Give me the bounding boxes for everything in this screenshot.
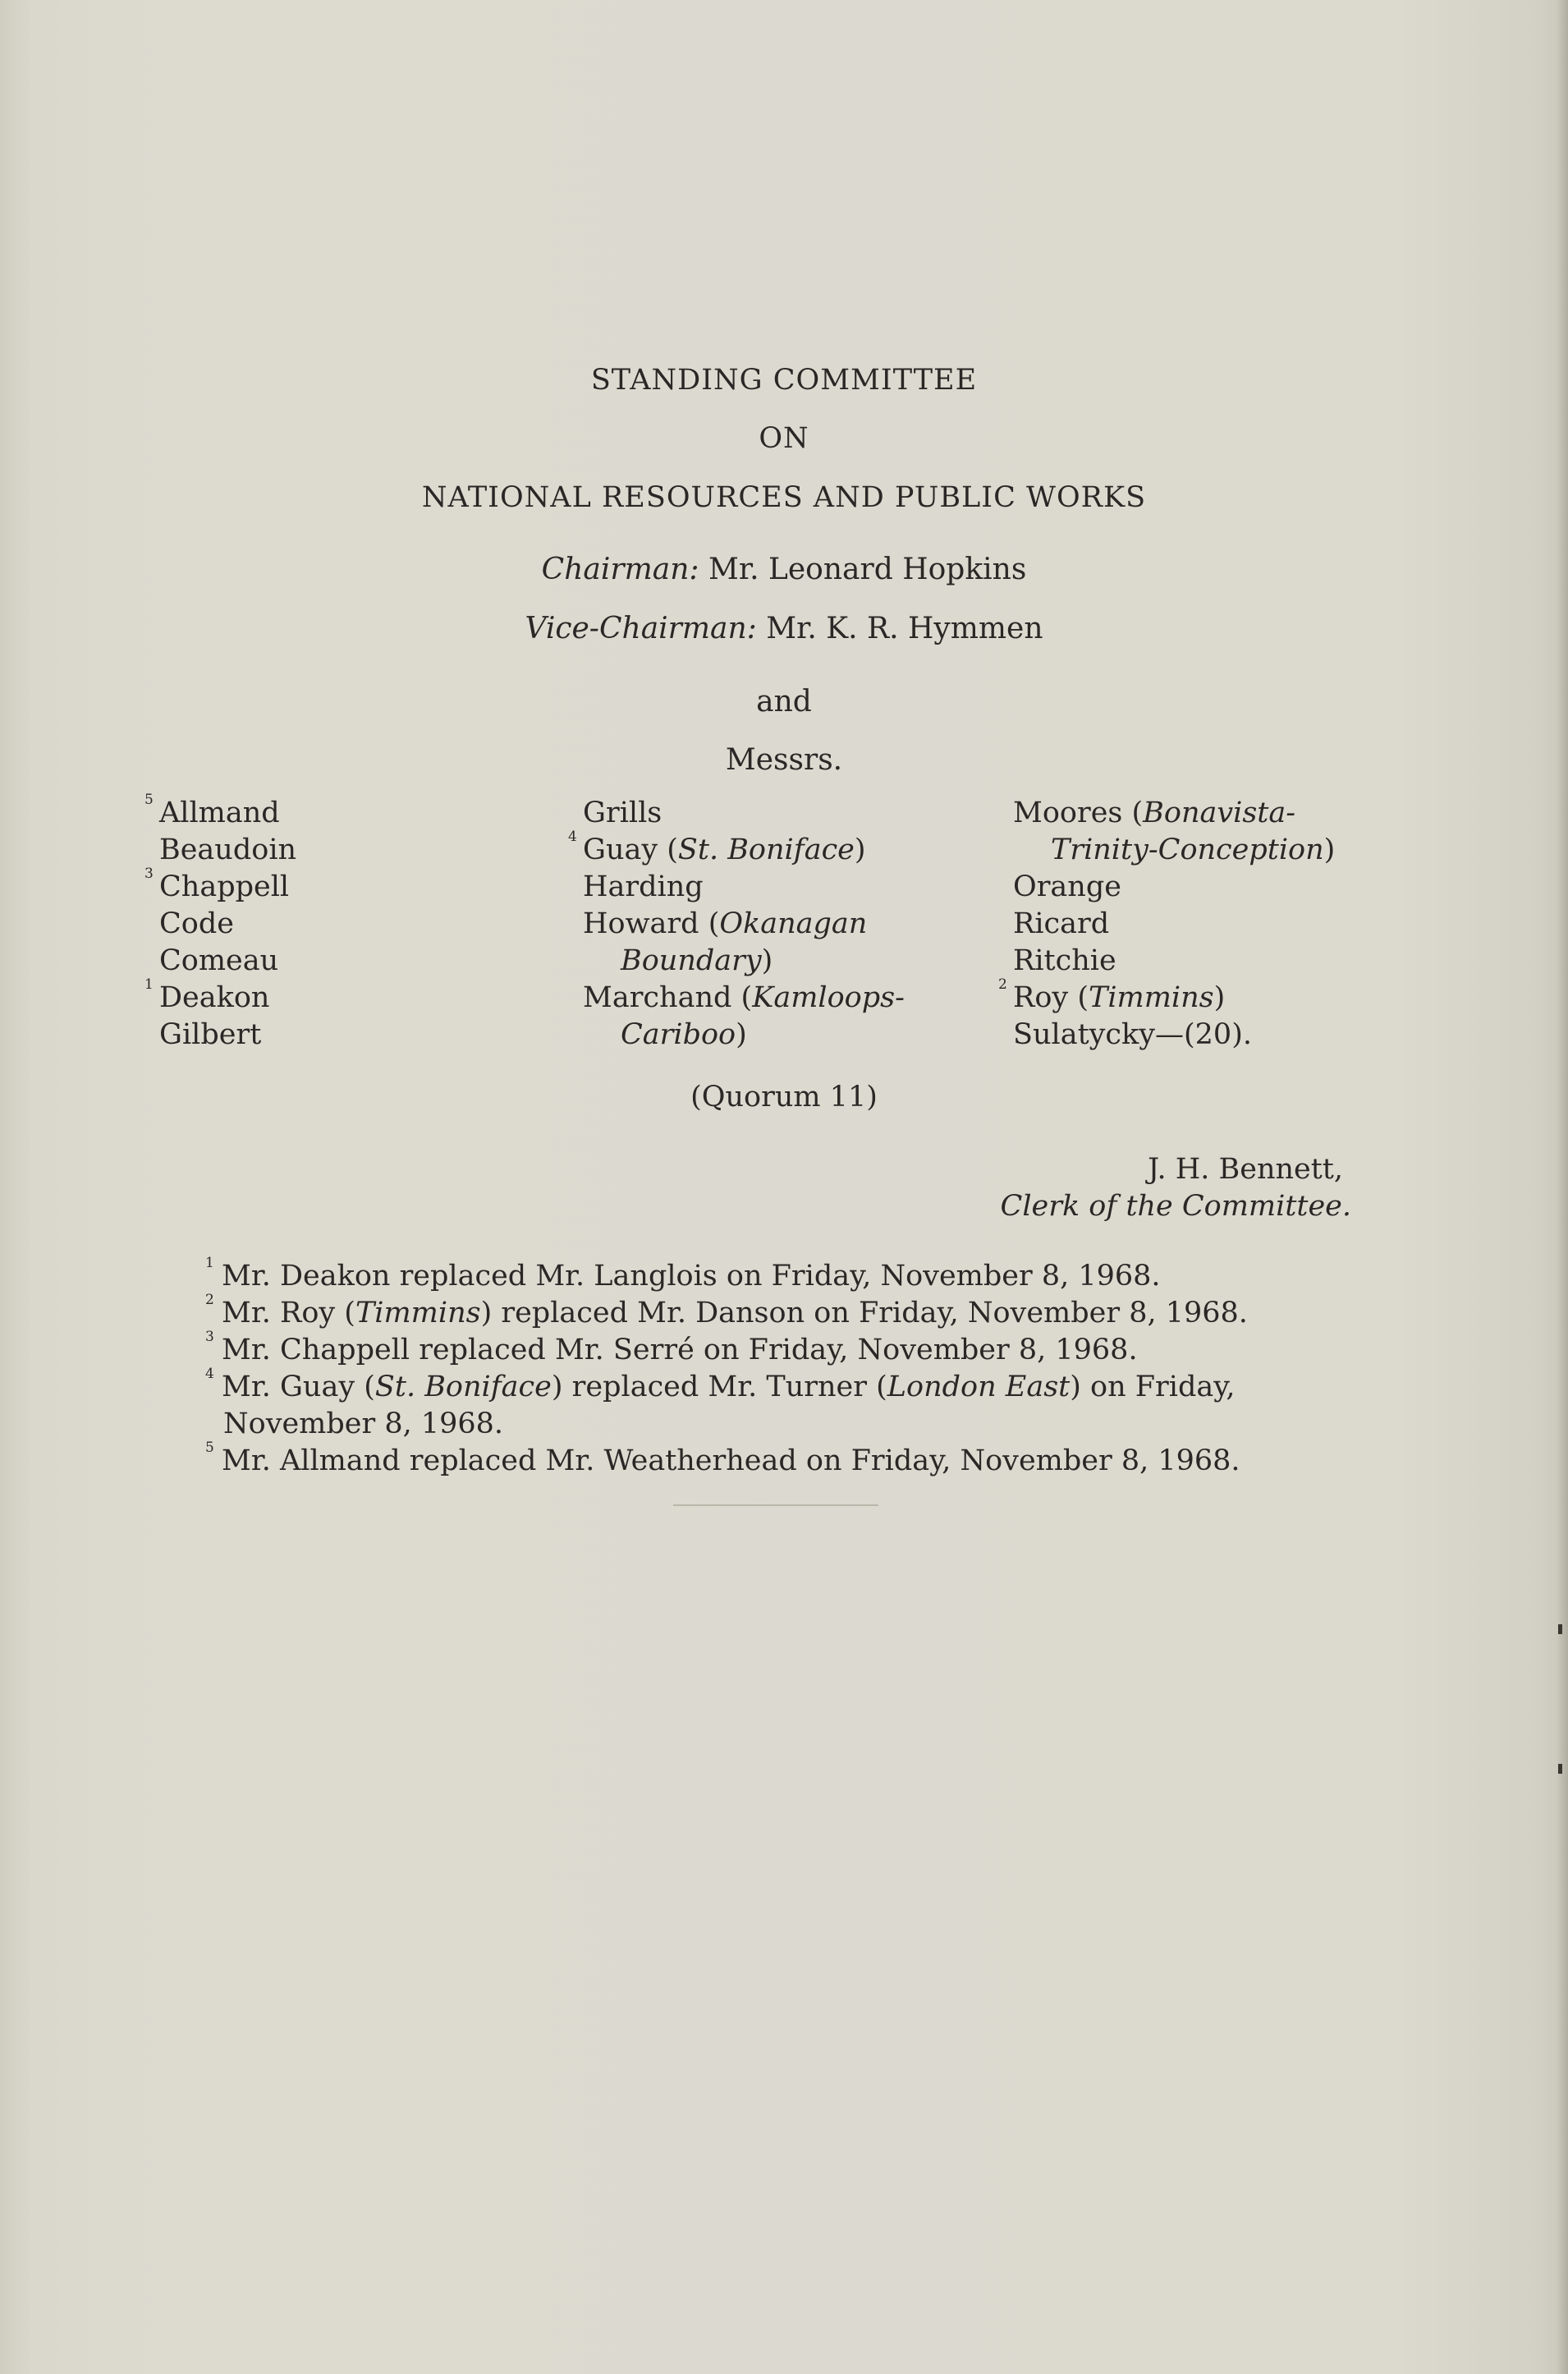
member-name: Guay xyxy=(583,833,658,866)
footnote-item-continued xyxy=(222,1406,1420,1443)
member-name: Deakon xyxy=(159,981,270,1014)
footnote-text: ) replaced Mr. Danson on Friday, November 8, 1968. xyxy=(480,1297,1248,1329)
footnote-item xyxy=(205,1292,1420,1332)
member-riding: Timmins xyxy=(1088,981,1214,1014)
footnote-item xyxy=(205,1255,1420,1295)
page-edge-mark xyxy=(1558,1764,1562,1774)
footnote-marker: 5 xyxy=(144,792,154,808)
member-row-continued: Boundary) xyxy=(621,944,773,977)
members-column-2 xyxy=(568,795,905,1054)
committee-title-line2: ON xyxy=(759,422,809,455)
footnote-text: Mr. Roy ( xyxy=(222,1297,355,1329)
member-name: Moores xyxy=(1013,797,1123,829)
footnote-number: 4 xyxy=(205,1366,214,1382)
member-row xyxy=(159,943,296,980)
footnote-item xyxy=(205,1366,1420,1406)
footnote-marker: 2 xyxy=(998,976,1007,993)
footnotes xyxy=(205,1255,1420,1480)
footnote-number: 3 xyxy=(205,1329,214,1345)
vice-chairman-name: Mr. K. R. Hymmen xyxy=(766,612,1043,645)
member-name: Marchand xyxy=(583,981,732,1014)
member-name: Sulatycky—(20). xyxy=(1013,1018,1252,1051)
member-row-continued: Cariboo) xyxy=(621,1018,747,1051)
member-riding: Cariboo xyxy=(621,1018,736,1051)
clerk-title-text: Clerk of the Committee. xyxy=(1000,1190,1351,1223)
member-name: Comeau xyxy=(159,944,279,977)
member-row xyxy=(1013,906,1335,943)
footnote-text: ) replaced Mr. Turner ( xyxy=(551,1371,887,1403)
member-riding: St. Boniface xyxy=(677,833,855,866)
member-riding: Boundary xyxy=(621,944,762,977)
footnote-marker: 1 xyxy=(144,976,154,993)
member-name: Roy xyxy=(1013,981,1069,1014)
member-row xyxy=(144,792,296,832)
members-column-1 xyxy=(144,792,297,1054)
footnote-text: November 8, 1968. xyxy=(223,1407,504,1440)
member-name: Howard xyxy=(583,907,699,940)
page-edge-mark xyxy=(1558,1624,1562,1634)
members-column-3 xyxy=(998,795,1336,1054)
divider-rule xyxy=(673,1504,878,1506)
member-row: 2 Roy (Timmins) xyxy=(998,976,1226,1014)
member-row xyxy=(159,1017,296,1054)
member-row: Moores (Bonavista- xyxy=(1013,797,1296,829)
clerk-name: J. H. Bennett, xyxy=(1148,1153,1343,1186)
member-row: 4 Guay (St. Boniface) xyxy=(568,829,866,866)
member-riding: Trinity-Conception xyxy=(1051,833,1324,866)
footnote-italic: London East xyxy=(887,1371,1071,1403)
footnote-number: 5 xyxy=(205,1440,214,1456)
footnote-number: 2 xyxy=(205,1292,214,1308)
member-row xyxy=(1013,869,1335,906)
member-name: Harding xyxy=(583,870,704,903)
member-name: Allmand xyxy=(159,797,280,829)
and-text: and xyxy=(756,685,812,719)
footnote-text: Mr. Allmand replaced Mr. Weatherhead on Friday, November 8, 1968. xyxy=(222,1444,1240,1477)
committee-title-line1: STANDING COMMITTEE xyxy=(590,364,978,397)
footnote-text: Mr. Guay ( xyxy=(222,1371,375,1403)
footnote-marker: 4 xyxy=(568,829,577,845)
member-row: Marchand (Kamloops- xyxy=(583,981,905,1014)
member-name: Gilbert xyxy=(159,1018,262,1051)
member-riding: Bonavista- xyxy=(1143,797,1296,829)
footnote-marker: 3 xyxy=(144,866,154,882)
member-row xyxy=(583,869,905,906)
footnote-text: ) on Friday, xyxy=(1070,1371,1236,1403)
chairman-label: Chairman: xyxy=(541,553,699,586)
member-name: Beaudoin xyxy=(159,833,297,866)
member-row xyxy=(159,906,296,943)
chairman-line xyxy=(0,553,1568,586)
footnote-number: 1 xyxy=(205,1255,214,1271)
footnote-text: Mr. Chappell replaced Mr. Serré on Friday, November 8, 1968. xyxy=(222,1334,1138,1366)
quorum-text: (Quorum 11) xyxy=(690,1081,878,1114)
chairman-name: Mr. Leonard Hopkins xyxy=(708,553,1027,586)
clerk-title xyxy=(862,1188,1351,1225)
member-name: Orange xyxy=(1013,870,1121,903)
committee-title-line3: NATIONAL RESOURCES AND PUBLIC WORKS xyxy=(421,481,1147,514)
member-row xyxy=(144,866,296,906)
member-riding: Okanagan xyxy=(719,907,868,940)
member-name: Ritchie xyxy=(1013,944,1116,977)
member-row xyxy=(159,832,296,869)
member-row xyxy=(1013,1017,1335,1054)
member-row-continued: Trinity-Conception) xyxy=(1051,833,1336,866)
member-name: Code xyxy=(159,907,234,940)
footnote-item xyxy=(205,1440,1420,1480)
footnote-italic: St. Boniface xyxy=(374,1371,552,1403)
member-name: Grills xyxy=(583,797,663,829)
footnote-text: Mr. Deakon replaced Mr. Langlois on Friday, November 8, 1968. xyxy=(222,1260,1161,1293)
footnote-item xyxy=(205,1329,1420,1369)
vice-chairman-label: Vice-Chairman: xyxy=(525,612,757,645)
member-name: Chappell xyxy=(159,870,290,903)
member-riding: Kamloops- xyxy=(752,981,905,1014)
member-row xyxy=(583,795,905,832)
vice-chairman-line xyxy=(0,612,1568,645)
member-row xyxy=(144,976,296,1017)
member-row: Howard (Okanagan xyxy=(583,907,868,940)
member-name: Ricard xyxy=(1013,907,1110,940)
member-row xyxy=(1013,943,1335,980)
messrs-text: Messrs. xyxy=(725,743,843,777)
footnote-italic: Timmins xyxy=(355,1297,481,1329)
clerk-signature xyxy=(862,1151,1351,1225)
